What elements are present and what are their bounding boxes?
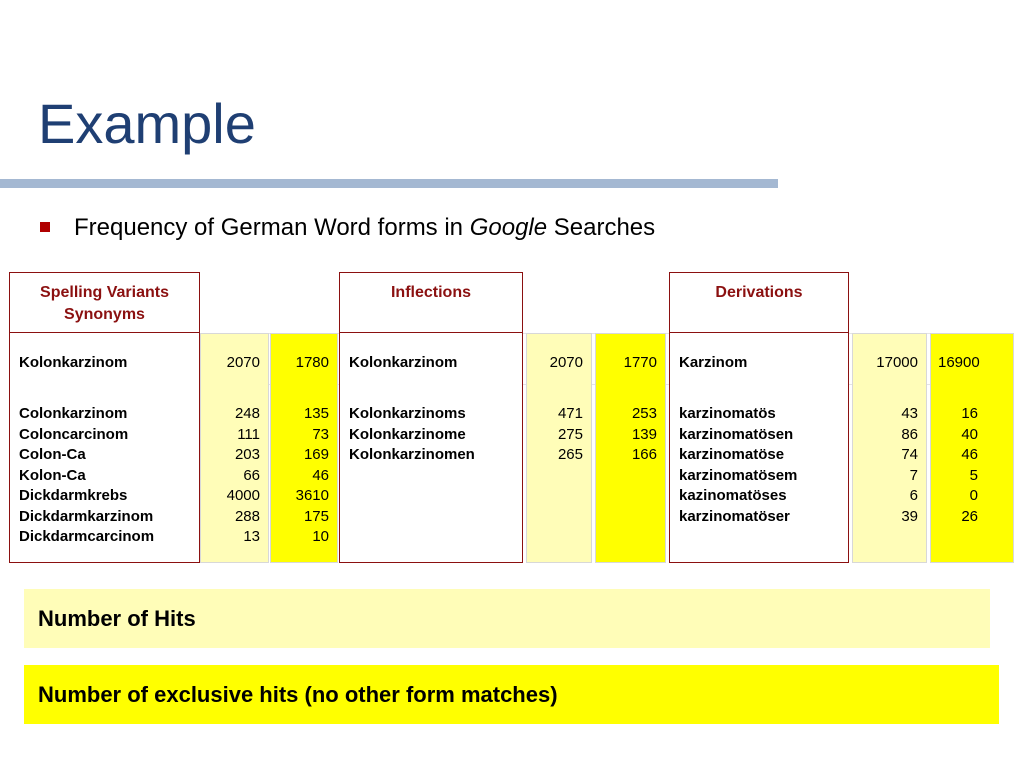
group-3-exclusive-value: 16 — [961, 405, 978, 422]
group-2-header-line: Inflections — [390, 284, 471, 301]
group-1-hits-value: 288 — [234, 507, 260, 525]
title-underline — [0, 179, 778, 188]
group-2-base-hits: 2070 — [549, 354, 583, 371]
group-1-hits-value: 66 — [243, 466, 260, 484]
group-1-exclusive-value: 175 — [303, 507, 329, 525]
group-2-exclusive-value: 253 — [631, 405, 657, 422]
group-3-exclusive-value: 46 — [961, 446, 978, 463]
group-2-hits-value: 265 — [557, 446, 583, 463]
group-1-hits-value: 13 — [243, 528, 260, 545]
group-3-base-hits: 17000 — [876, 354, 918, 371]
group-2-base-exclusive: 1770 — [623, 354, 657, 371]
group-3-word: karzinomatös — [679, 405, 776, 422]
group-1-word: Dickdarmkarzinom — [19, 507, 154, 525]
group-3-hits-value: 7 — [909, 466, 918, 484]
group-3-word: karzinomatösen — [679, 425, 794, 443]
group-1-exclusive-value: 169 — [303, 446, 329, 463]
group-3-word: karzinomatösem — [679, 466, 798, 484]
group-1-hits-value: 203 — [234, 446, 260, 463]
group-3-header-line: Derivations — [715, 284, 803, 301]
group-1-header-line: Spelling Variants — [40, 284, 169, 301]
group-3-hits-value: 39 — [901, 507, 918, 525]
group-1-exclusive-value: 46 — [312, 466, 329, 484]
bullet-text-suffix: Searches — [547, 214, 656, 241]
bullet-item — [40, 213, 655, 243]
group-3-hits-value: 6 — [909, 487, 918, 504]
group-3-word: karzinomatöse — [679, 446, 785, 463]
group-1-exclusive-value: 10 — [312, 528, 329, 545]
group-3-word: karzinomatöser — [679, 507, 790, 525]
group-1-word: Colonkarzinom — [19, 405, 128, 422]
legend-number-of-hits: Number of Hits — [24, 589, 990, 648]
group-1-hits-value: 111 — [237, 425, 260, 443]
group-1-exclusive-value: 73 — [312, 425, 329, 443]
group-3-exclusive-value: 5 — [969, 466, 978, 484]
group-1-header — [9, 272, 200, 333]
group-2-exclusive-value: 166 — [631, 446, 657, 463]
group-1-word: Kolon-Ca — [19, 466, 86, 484]
bullet-text-google: Google — [469, 214, 548, 241]
group-1-exclusive-value: 3610 — [295, 487, 329, 504]
group-1-base-exclusive: 1780 — [295, 354, 329, 371]
group-1-exclusive-value: 135 — [303, 405, 329, 422]
group-3-base-exclusive: 16900 — [938, 354, 980, 371]
group-1-hits-value: 4000 — [226, 487, 260, 504]
group-3-hits-value: 43 — [901, 405, 918, 422]
bullet-text-prefix: Frequency of German Word forms in — [74, 214, 470, 241]
group-3-word: kazinomatöses — [679, 487, 787, 504]
slide-title: Example — [38, 92, 256, 155]
group-3-exclusive-value: 0 — [969, 487, 978, 504]
group-2-word: Kolonkarzinome — [349, 425, 466, 443]
legend-exclusive-hits: Number of exclusive hits (no other form matches) — [24, 665, 999, 724]
group-1-word: Coloncarcinom — [19, 425, 129, 443]
group-1-base-word: Kolonkarzinom — [19, 354, 128, 371]
group-1-hits-value: 248 — [234, 405, 260, 422]
group-2-hits-value: 471 — [557, 405, 583, 422]
group-2-word: Kolonkarzinomen — [349, 446, 475, 463]
group-1-word: Colon-Ca — [19, 446, 86, 463]
group-1-word: Dickdarmkrebs — [19, 487, 128, 504]
group-3-exclusive-value: 26 — [961, 507, 978, 525]
group-3-hits-value: 74 — [901, 446, 918, 463]
group-2-exclusive-value: 139 — [631, 425, 657, 443]
group-2-word: Kolonkarzinoms — [349, 405, 466, 422]
group-3-base-word: Karzinom — [679, 354, 748, 371]
group-3-header — [669, 272, 849, 333]
group-2-hits-value: 275 — [557, 425, 583, 443]
group-1-word: Dickdarmcarcinom — [19, 528, 155, 545]
group-3-exclusive-value: 40 — [961, 425, 978, 443]
group-3-hits-value: 86 — [901, 425, 918, 443]
group-2-header — [339, 272, 523, 333]
group-1-base-hits: 2070 — [226, 354, 260, 371]
group-1-header-line: Synonyms — [64, 306, 145, 323]
group-2-base-word: Kolonkarzinom — [349, 354, 458, 371]
square-bullet-icon — [40, 222, 50, 232]
